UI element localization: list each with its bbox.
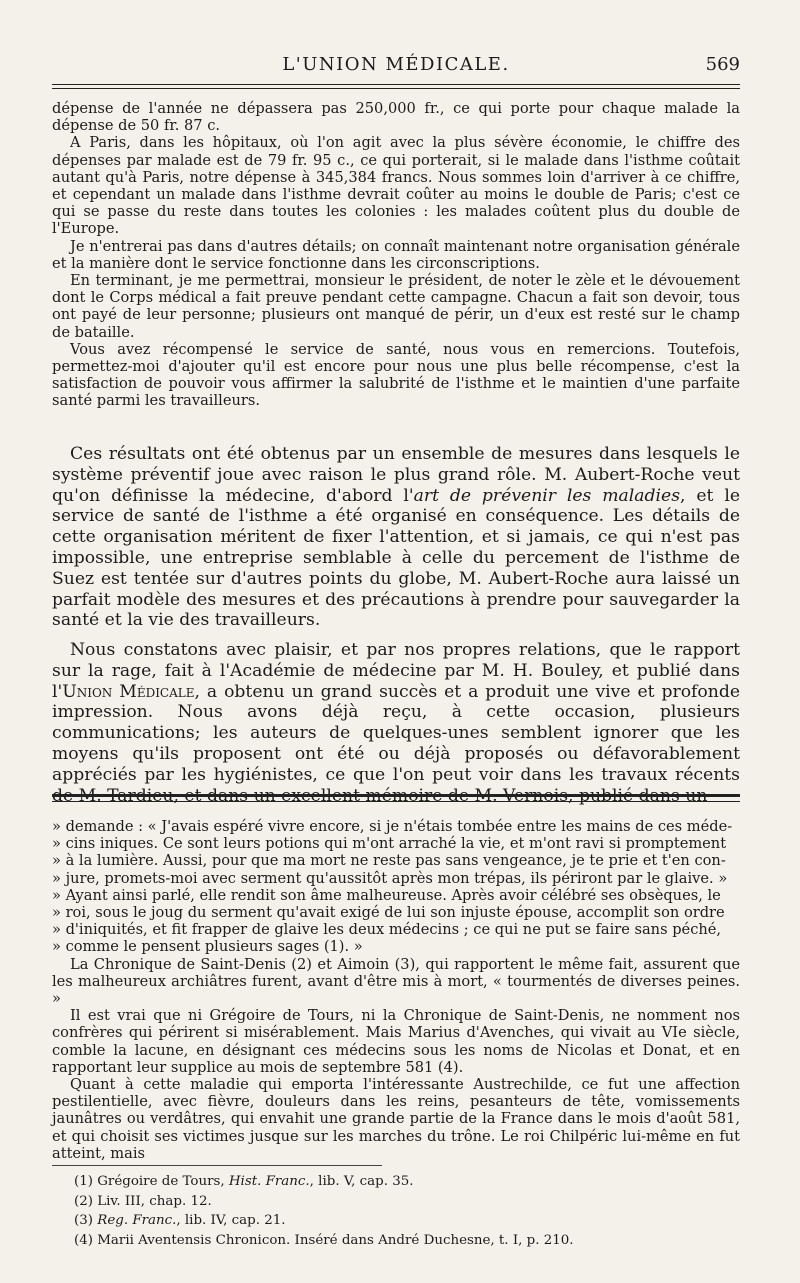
paragraph: La Chronique de Saint-Denis (2) et Aimoin (3), qui rapportent le même fait, assurent que les malheureux archiâtres furent, avant d'être mis à mort, « tourmentés de diverses peines. » <box>52 955 740 1008</box>
text-run: (3) <box>74 1213 98 1228</box>
footnote <box>74 1172 574 1192</box>
text-run: , lib. V, cap. 35. <box>309 1174 414 1189</box>
paragraph: Il est vrai que ni Grégoire de Tours, ni la Chronique de Saint-Denis, ne nomment nos confrères qui périrent si misérablement. Mais Marius d'Avenches, qui vivait au VIe siècle, comble la lacune, en désignant ces médecins sous les noms de Nicolas et Donat, et en rapportant leur supplice au mois de septembre 581 (4). <box>52 1007 740 1076</box>
rabies-section <box>52 640 740 806</box>
journal-title: L'UNION MÉDICALE. <box>282 54 510 75</box>
paragraph: Vous avez récompensé le service de santé, nous vous en remercions. Toutefois, permettez-moi d'ajouter qu'il est encore pour nous une plus belle récompense, c'est la satisfaction de pouvoir vous affirmer la salubrité de l'isthme et le maintien d'une parfaite santé parmi les travailleurs. <box>52 340 740 410</box>
quote-line: » demande : « J'avais espéré vivre encore, si je n'étais tombée entre les mains de ces méde- <box>52 818 733 835</box>
section-separator-thin <box>52 801 740 802</box>
footnotes <box>74 1172 574 1250</box>
paragraph <box>52 640 740 806</box>
emphasis: Reg. Franc. <box>97 1213 177 1228</box>
quote-line: » Ayant ainsi parlé, elle rendit son âme malheureuse. Après avoir célébré ses obsèques, le <box>52 886 721 904</box>
text-run: , et le service de santé de l'isthme a été organisé en conséquence. Les détails de cette organisation méritent de fixer l'attention, et si jamais, ce qui n'est pas impossible, une entreprise semblable à celle du percement de l'isthme de Suez est tentée sur d'autres points du globe, M. Aubert-Roche aura laissé un parfait modèle des mesures et des précautions à prendre pour sauvegarder la santé et la vie des travailleurs. <box>52 485 741 631</box>
header-rule <box>52 84 740 85</box>
text-run: , a obtenu un grand succès et a produit une vive et profonde impression. Nous avons déjà reçu, à cette occasion, plusieurs communications; les auteurs de quelques-unes semblent ignorer que les moyens qu'ils proposent ont été ou déjà proposés ou défavorablement appréciés par les hygiénistes, ce que l'on peut voir dans les travaux récents <box>52 681 740 785</box>
footnote-rule <box>52 1165 382 1166</box>
paragraph <box>52 444 740 631</box>
quote-line: » roi, sous le joug du serment qu'avait exigé de lui son injuste épouse, accomplit son ordre <box>52 904 725 922</box>
paragraph: Je n'entrerai pas dans d'autres détails; on connaît maintenant notre organisation générale et la manière dont le service fonctionne dans les circonscriptions. <box>52 237 740 272</box>
journal-name: Union Médicale <box>62 681 195 702</box>
quote-line: » comme le pensent plusieurs sages (1). » <box>52 938 363 956</box>
feuilleton-section <box>52 818 740 1162</box>
text-run: Ces résultats ont été obtenus par un ensemble de mesures dans lesquels le système préventif joue avec raison le plus grand rôle. M. Aubert-Roche veut qu'on définisse la médecine, d'abord l' <box>52 444 740 506</box>
quote-line: » d'iniquités, et fit frapper de glaive les deux médecins ; ce qui ne put se faire sans péché, <box>52 921 722 939</box>
running-header <box>52 52 740 82</box>
header-rule-thin <box>52 88 740 89</box>
footnote <box>74 1211 574 1231</box>
footnote <box>74 1192 574 1212</box>
text-run: (4) Marii Aventensis Chronicon. Inséré dans André Duchesne, t. I, p. 210. <box>74 1232 574 1248</box>
emphasis: art de prévenir les maladies <box>413 485 681 506</box>
paragraph: En terminant, je me permettrai, monsieur le président, de noter le zèle et le dévouement dont le Corps médical a fait preuve pendant cette campagne. Chacun a fait son devoir, tous ont payé de leur personne; plusieurs ont manqué de périr, un d'eux est resté sur le champ de bataille. <box>52 272 740 341</box>
quote-line: » à la lumière. Aussi, pour que ma mort ne reste pas sans vengeance, je te prie et t'en con- <box>52 852 726 870</box>
paragraph: Quant à cette maladie qui emporta l'intéressante Austrechilde, ce fut une affection pestilentielle, avec fièvre, douleurs dans les reins, pesanteurs de tête, vomissements jaunâtres ou verdâtres, qui envahit une grande partie de la France dans le mois d'août 581, et qui choisit ses victimes jusque sur les marches du trône. Le roi Chilpéric lui-même en fut atteint, mais <box>52 1076 740 1162</box>
text-run: (1) Grégoire de Tours, <box>74 1174 229 1189</box>
text-run: (2) Liv. III, chap. 12. <box>74 1193 212 1209</box>
paragraph: dépense de l'année ne dépassera pas 250,000 fr., ce qui porte pour chaque malade la dépense de 50 fr. 87 c. <box>52 100 740 135</box>
section-separator <box>52 794 740 797</box>
page-number: 569 <box>705 54 740 75</box>
quote-line: » cins iniques. Ce sont leurs potions qui m'ont arraché la vie, et m'ont ravi si promptement <box>52 835 727 853</box>
paragraph: A Paris, dans les hôpitaux, où l'on agit avec la plus sévère économie, le chiffre des dépenses par malade est de 79 fr. 95 c., ce qui porterait, si le malade dans l'isthme coûtait autant qu'à Paris, notre dépense à 345,384 francs. Nous sommes loin d'arriver à ce chiffre, et cependant un malade dans l'isthme devrait coûter au moins le double de Paris; c'est ce qui se passe du reste dans toutes les colonies : les malades coûtent plus du double de l'Europe. <box>52 134 740 238</box>
text-run: , lib. IV, cap. 21. <box>176 1213 286 1228</box>
commentary-section <box>52 444 740 631</box>
quote-line: » jure, promets-moi avec serment qu'aussitôt après mon trépas, ils périront par le glaive. » <box>52 869 728 887</box>
report-section <box>52 100 740 410</box>
footnote <box>74 1231 574 1251</box>
text-run: Nous constatons avec plaisir, et par nos propres relations, que le rapport sur la rage, fait à l'Académie de médecine par M. H. Bouley, et publié dans l' <box>52 640 740 702</box>
emphasis: Hist. Franc. <box>228 1174 310 1189</box>
